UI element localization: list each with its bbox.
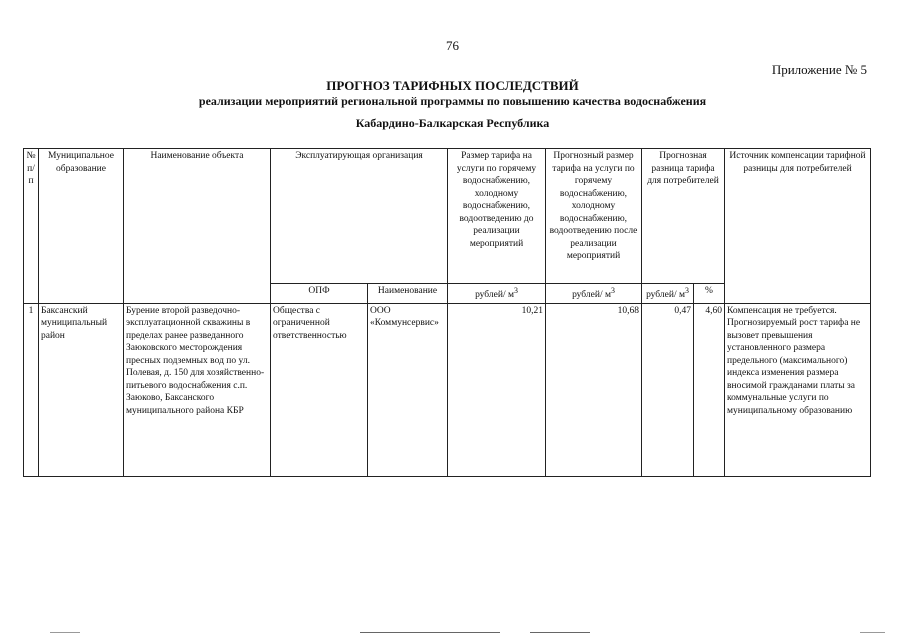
header-forecast-tariff: Прогнозный размер тарифа на услуги по горячему водоснабжению, холодному водоснабжению, водоотведению после реализации мероприятий: [546, 149, 642, 284]
row-opf: Общества с ограниченной ответственностью: [271, 303, 368, 476]
row-tariff-after: 10,68: [546, 303, 642, 476]
subheader-name: Наименование: [368, 284, 448, 304]
tariff-forecast-table: [23, 148, 871, 477]
subheader-opf: ОПФ: [271, 284, 368, 304]
header-object-name: Наименование объекта: [124, 149, 271, 304]
header-municipality: Муниципальное образование: [39, 149, 124, 304]
document-title: ПРОГНОЗ ТАРИФНЫХ ПОСЛЕДСТВИЙ: [326, 78, 579, 93]
appendix-label: Приложение № 5: [771, 62, 867, 77]
header-tariff-size: Размер тарифа на услуги по горячему водоснабжению, холодному водоснабжению, водоотведению до реализации мероприятий: [448, 149, 546, 284]
row-tariff-before: 10,21: [448, 303, 546, 476]
document-subtitle: реализации мероприятий региональной программы по повышению качества водоснабжения: [198, 94, 707, 108]
header-num: № п/п: [24, 149, 39, 304]
subheader-unit-before: рублей/ $м^3$: [448, 284, 546, 304]
row-num: 1: [24, 303, 39, 476]
row-compensation: Компенсация не требуется. Прогнозируемый рост тарифа не вызовет превышения установленного размера предельного (максимального) индекса изменения размера вносимой гражданами платы за коммунальные услуги по муниципальному образованию: [725, 303, 871, 476]
row-diff-pct: 4,60: [694, 303, 725, 476]
header-forecast-diff: Прогнозная разница тарифа для потребителей: [642, 149, 725, 284]
table-row: [24, 303, 871, 476]
row-object-name: Бурение второй разведочно-эксплуатационной скважины в пределах ранее разведанного Заюковского месторождения пресных подземных вод по ул. Полевая, д. 150 для хозяйственно-питьевого водоснабжения с.п. Заюково, Баксанского муниципального района КБР: [124, 303, 271, 476]
row-diff-rub: 0,47: [642, 303, 694, 476]
scan-artifact-line: [360, 632, 500, 633]
table-header-row: [24, 149, 871, 284]
row-municipality: Баксанский муниципальный район: [39, 303, 124, 476]
subheader-unit-diff: рублей/ $м^3$: [642, 284, 694, 304]
subheader-percent: %: [694, 284, 725, 304]
scan-artifact-line: [50, 632, 80, 633]
row-org-name: ООО «Коммунсервис»: [368, 303, 448, 476]
scan-artifact-line: [530, 632, 590, 633]
scan-artifact-line: [860, 632, 885, 633]
region-title: Кабардино-Балкарская Республика: [355, 116, 550, 130]
page-number: 76: [446, 38, 459, 53]
subheader-unit-after: рублей/ $м^3$: [546, 284, 642, 304]
header-operator: Эксплуатирующая организация: [271, 149, 448, 284]
header-compensation-source: Источник компенсации тарифной разницы для потребителей: [725, 149, 871, 304]
